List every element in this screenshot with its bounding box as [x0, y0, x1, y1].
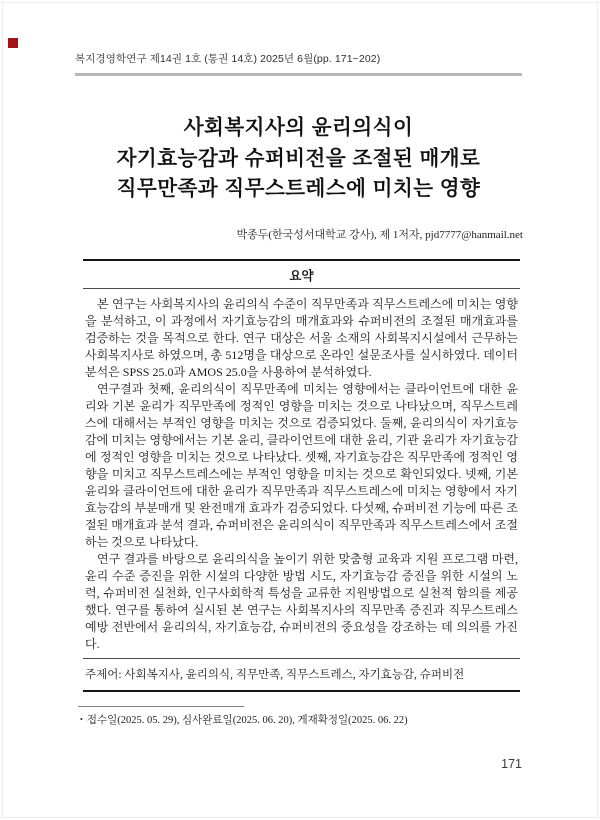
abstract-paragraph-2: 연구결과 첫째, 윤리의식이 직무만족에 미치는 영향에서는 클라이언트에 대한 윤리와 기본 윤리가 직무만족에 정적인 영향을 미치는 것으로 나타났으며, 직무스트레스에 대해서는 부적인 영향을 미치는 것으로 검증되었다. 둘째, 윤리의식이 자기효능감에 미치는 영향에서는 기본 윤리, 클라이언트에 대한 윤리, 기관 윤리가 자기효능감에 정적인 영향을 미치는 것으로 나타났다. 셋째, 자기효능감은 직무만족에 정적인 영향을 미치고 직무스트레스에는 부적인 영향을 미치는 것으로 확인되었다. 넷째, 기본 윤리와 클라이언트에 대한 윤리가 직무만족과 직무스트레스에 미치는 영향에서 자기효능감의 부분매개 및 완전매개 효과가 검증되었다. 다섯째, 슈퍼비전 기능에 따른 조절된 매개효과 분석 결과, 슈퍼비전은 윤리의식이 직무만족과 직무스트레스에서 조절하는 것으로 나타났다.	[85, 382, 518, 549]
paper-title	[63, 113, 534, 205]
footnote	[80, 712, 520, 727]
red-marker	[8, 38, 18, 48]
title-line-2: 자기효능감과 슈퍼비전을 조절된 매개로	[116, 146, 481, 170]
abstract-heading: 요약	[289, 269, 314, 283]
author-line: 박종두(한국성서대학교 강사), 제 1저자, pjd7777@hanmail.net	[236, 229, 523, 241]
footnote-bullet-icon: •	[80, 715, 83, 724]
keywords-line: 주제어: 사회복지사, 윤리의식, 직무만족, 직무스트레스, 자기효능감, 슈퍼비전	[85, 669, 465, 681]
abstract-paragraph-1: 본 연구는 사회복지사의 윤리의식 수준이 직무만족과 직무스트레스에 미치는 영향을 분석하고, 이 과정에서 자기효능감의 매개효과와 슈퍼비전의 조절된 매개효과를 검증하는 것을 목적으로 한다. 연구 대상은 서울 소재의 사회복지시설에서 근무하는 사회복지사로 하였으며, 총 512명을 대상으로 온라인 설문조사를 실시하였다. 데이터 분석은 SPSS 25.0과 AMOS 25.0을 사용하여 분석하였다.	[85, 297, 518, 379]
title-line-1: 사회복지사의 윤리의식이	[183, 116, 414, 139]
abstract-box	[83, 259, 520, 692]
journal-header: 복지경영학연구 제14권 1호 (통권 14호) 2025년 6월(pp. 171~202)	[75, 53, 381, 65]
abstract-body	[83, 289, 520, 658]
footnote-divider	[78, 706, 244, 707]
footnote-text: 접수일(2025. 05. 29), 심사완료일(2025. 06. 20), 게재확정일(2025. 06. 22)	[86, 715, 408, 726]
abstract-paragraph-3: 연구 결과를 바탕으로 윤리의식을 높이기 위한 맞춤형 교육과 지원 프로그램 마련, 윤리 수준 증진을 위한 시설의 다양한 방법 시도, 자기효능감 증진을 위한 시설의 노력, 슈퍼비전 실천화, 인구사회학적 특성을 교류한 지원방법으로 실천적 함의를 제공했다. 연구를 통하여 실시된 본 연구는 사회복지사의 직무만족 증진과 직무스트레스 예방 전반에서 윤리의식, 자기효능감, 슈퍼비전의 중요성을 강조하는 데 의의를 가진다.	[85, 552, 518, 651]
title-line-3: 직무만족과 직무스트레스에 미치는 영향	[116, 177, 481, 200]
page-number: 171	[501, 757, 522, 771]
header-divider	[75, 73, 522, 76]
